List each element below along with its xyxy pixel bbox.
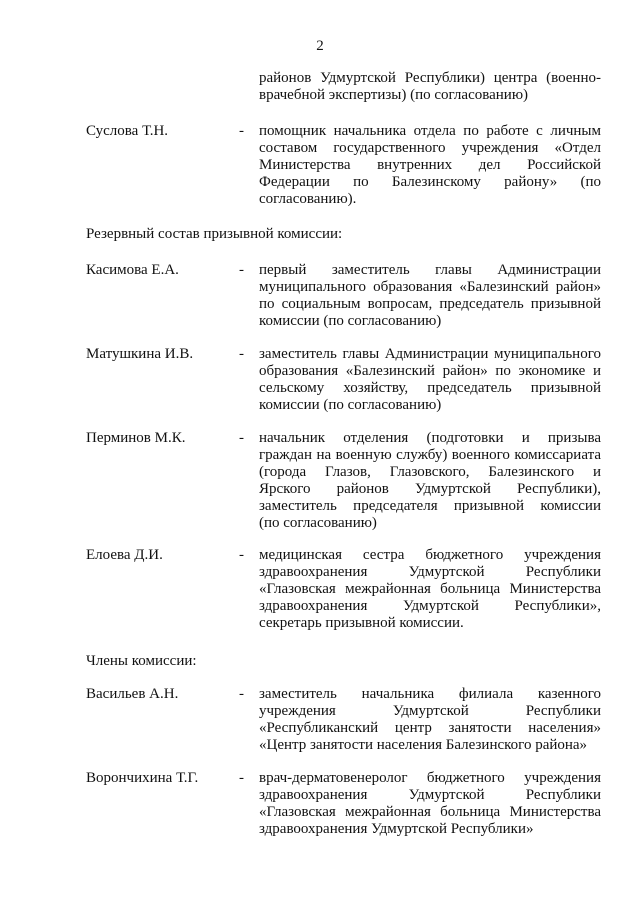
text-line: «Глазовская межрайонная больница Министерства (259, 804, 601, 820)
member-name: Елоева Д.И. (86, 547, 163, 563)
member-description (259, 123, 601, 208)
text-line: «Глазовская межрайонная больница Министерства (259, 581, 601, 597)
continuation-text (259, 70, 601, 104)
text-line: здравоохранения Удмуртской Республики» (259, 821, 534, 837)
text-line: Министерства внутренних дел Российской (259, 157, 601, 173)
text-line: образования «Балезинский район» по экономике и (259, 363, 601, 379)
text-line: районов Удмуртской Республики) центра (военно- (259, 70, 601, 86)
member-name: Васильев А.Н. (86, 686, 179, 702)
text-line: здравоохранения Удмуртской Республики (259, 787, 601, 803)
member-name: Ворончихина Т.Г. (86, 770, 199, 786)
text-line: врач-дерматовенеролог бюджетного учреждения (259, 770, 601, 786)
member-description (259, 262, 601, 330)
members-heading: Члены комиссии: (86, 653, 197, 669)
member-dash: - (239, 686, 244, 702)
text-line: комиссии (по согласованию) (259, 397, 442, 413)
text-line: (города Глазов, Глазовского, Балезинского и (259, 464, 601, 480)
member-dash: - (239, 262, 244, 278)
reserve-heading: Резервный состав призывной комиссии: (86, 226, 343, 242)
text-line: первый заместитель главы Администрации (259, 262, 601, 278)
text-line: учреждения Удмуртской Республики (259, 703, 601, 719)
text-line: граждан на военную службу) военного комиссариата (259, 447, 601, 463)
text-line: заместитель председателя призывной комиссии (259, 498, 601, 514)
text-line: «Центр занятости населения Балезинского района» (259, 737, 588, 753)
member-description (259, 547, 601, 632)
text-line: здравоохранения Удмуртской Республики», (259, 598, 601, 614)
text-line: согласованию). (259, 191, 357, 207)
member-description (259, 686, 601, 754)
member-name: Матушкина И.В. (86, 346, 194, 362)
text-line: Ярского районов Удмуртской Республики), (259, 481, 601, 497)
text-line: начальник отделения (подготовки и призыва (259, 430, 601, 446)
member-description (259, 770, 601, 838)
member-dash: - (239, 430, 244, 446)
text-line: «Республиканский центр занятости населения» (259, 720, 601, 736)
text-line: сельскому хозяйству, председатель призывной (259, 380, 601, 396)
text-line: составом государственного учреждения «Отдел (259, 140, 601, 156)
member-description (259, 346, 601, 414)
member-dash: - (239, 346, 244, 362)
text-line: комиссии (по согласованию) (259, 313, 442, 329)
text-line: врачебной экспертизы) (по согласованию) (259, 87, 529, 103)
text-line: помощник начальника отдела по работе с личным (259, 123, 601, 139)
text-line: (по согласованию) (259, 515, 377, 531)
member-description (259, 430, 601, 532)
text-line: Федерации по Балезинскому району» (по (259, 174, 601, 190)
text-line: заместитель главы Администрации муниципального (259, 346, 601, 362)
member-name: Касимова Е.А. (86, 262, 179, 278)
member-name: Суслова Т.Н. (86, 123, 169, 139)
text-line: заместитель начальника филиала казенного (259, 686, 601, 702)
text-line: медицинская сестра бюджетного учреждения (259, 547, 601, 563)
text-line: здравоохранения Удмуртской Республики (259, 564, 601, 580)
member-dash: - (239, 123, 244, 139)
text-line: секретарь призывной комиссии. (259, 615, 464, 631)
member-dash: - (239, 770, 244, 786)
member-name: Перминов М.К. (86, 430, 186, 446)
text-line: муниципального образования «Балезинский район» (259, 279, 601, 295)
member-dash: - (239, 547, 244, 563)
text-line: по социальным вопросам, председатель призывной (259, 296, 601, 312)
page-number: 2 (316, 38, 324, 54)
